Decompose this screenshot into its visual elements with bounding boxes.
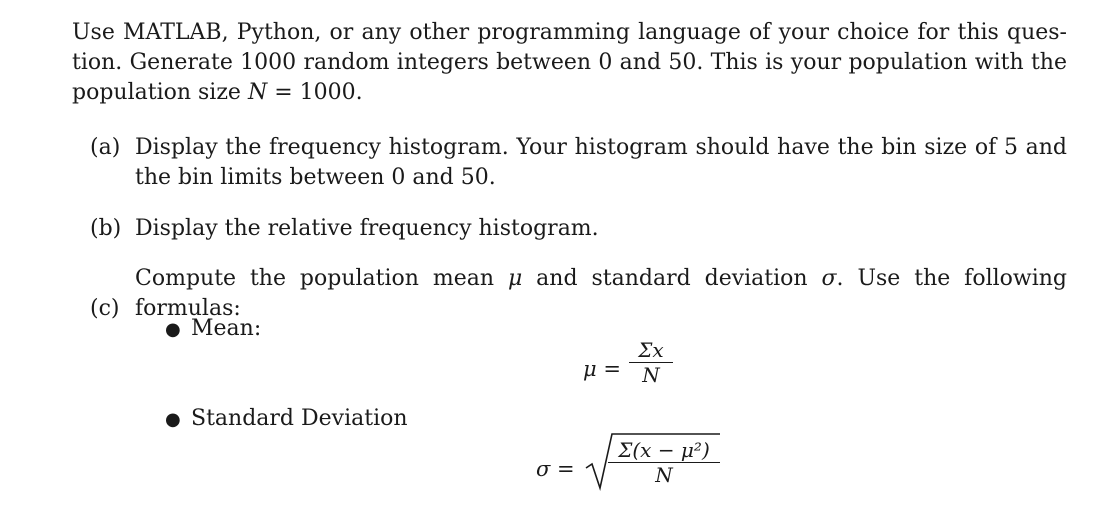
bullet-std <box>165 404 408 435</box>
sigma-symbol: σ <box>821 266 837 291</box>
population-size-symbol: N <box>247 80 268 105</box>
intro-line-3a: population size <box>72 80 248 105</box>
part-a <box>90 133 1070 190</box>
part-a-line-2: the bin limits between 0 and 50. <box>135 165 496 190</box>
std-denominator: N <box>655 463 673 487</box>
part-b-line-1: Display the relative frequency histogram. <box>135 216 599 241</box>
mean-numerator: Σx <box>629 338 673 363</box>
part-a-label: (a) <box>90 135 121 160</box>
std-lhs: σ = <box>536 457 575 481</box>
std-numerator: Σ(x − μ²) <box>608 438 720 463</box>
bullet-dot: ● <box>165 409 181 430</box>
part-b-label: (b) <box>90 216 122 241</box>
part-b <box>90 214 1070 244</box>
intro-paragraph <box>72 18 1067 108</box>
mean-denominator: N <box>642 363 660 387</box>
part-a-line-1: Display the frequency histogram. Your histogram should have the bin size of 5 and <box>135 135 1067 160</box>
intro-line-3 <box>72 78 1067 108</box>
part-c-text-b: and standard deviation <box>522 266 822 291</box>
bullet-dot: ● <box>165 319 181 340</box>
intro-line-1: Use MATLAB, Python, or any other programming language of your choice for this ques- <box>72 20 1067 45</box>
part-c-label: (c) <box>90 296 120 321</box>
bullet-mean-label: Mean: <box>191 316 262 341</box>
mean-fraction <box>629 338 673 387</box>
part-c-line-1 <box>135 264 1067 324</box>
std-fraction <box>608 438 720 487</box>
part-c-text-c: . Use the following formulas: <box>135 266 1068 321</box>
part-c-text-a: Compute the population mean <box>135 266 508 291</box>
intro-line-2: tion. Generate 1000 random integers between 0 and 50. This is your population with the <box>72 50 1067 75</box>
intro-line-3b: = 1000. <box>267 80 363 105</box>
bullet-mean <box>165 314 261 345</box>
mu-symbol: μ <box>507 266 523 291</box>
mean-lhs: μ = <box>583 357 621 381</box>
bullet-std-label: Standard Deviation <box>191 406 408 431</box>
